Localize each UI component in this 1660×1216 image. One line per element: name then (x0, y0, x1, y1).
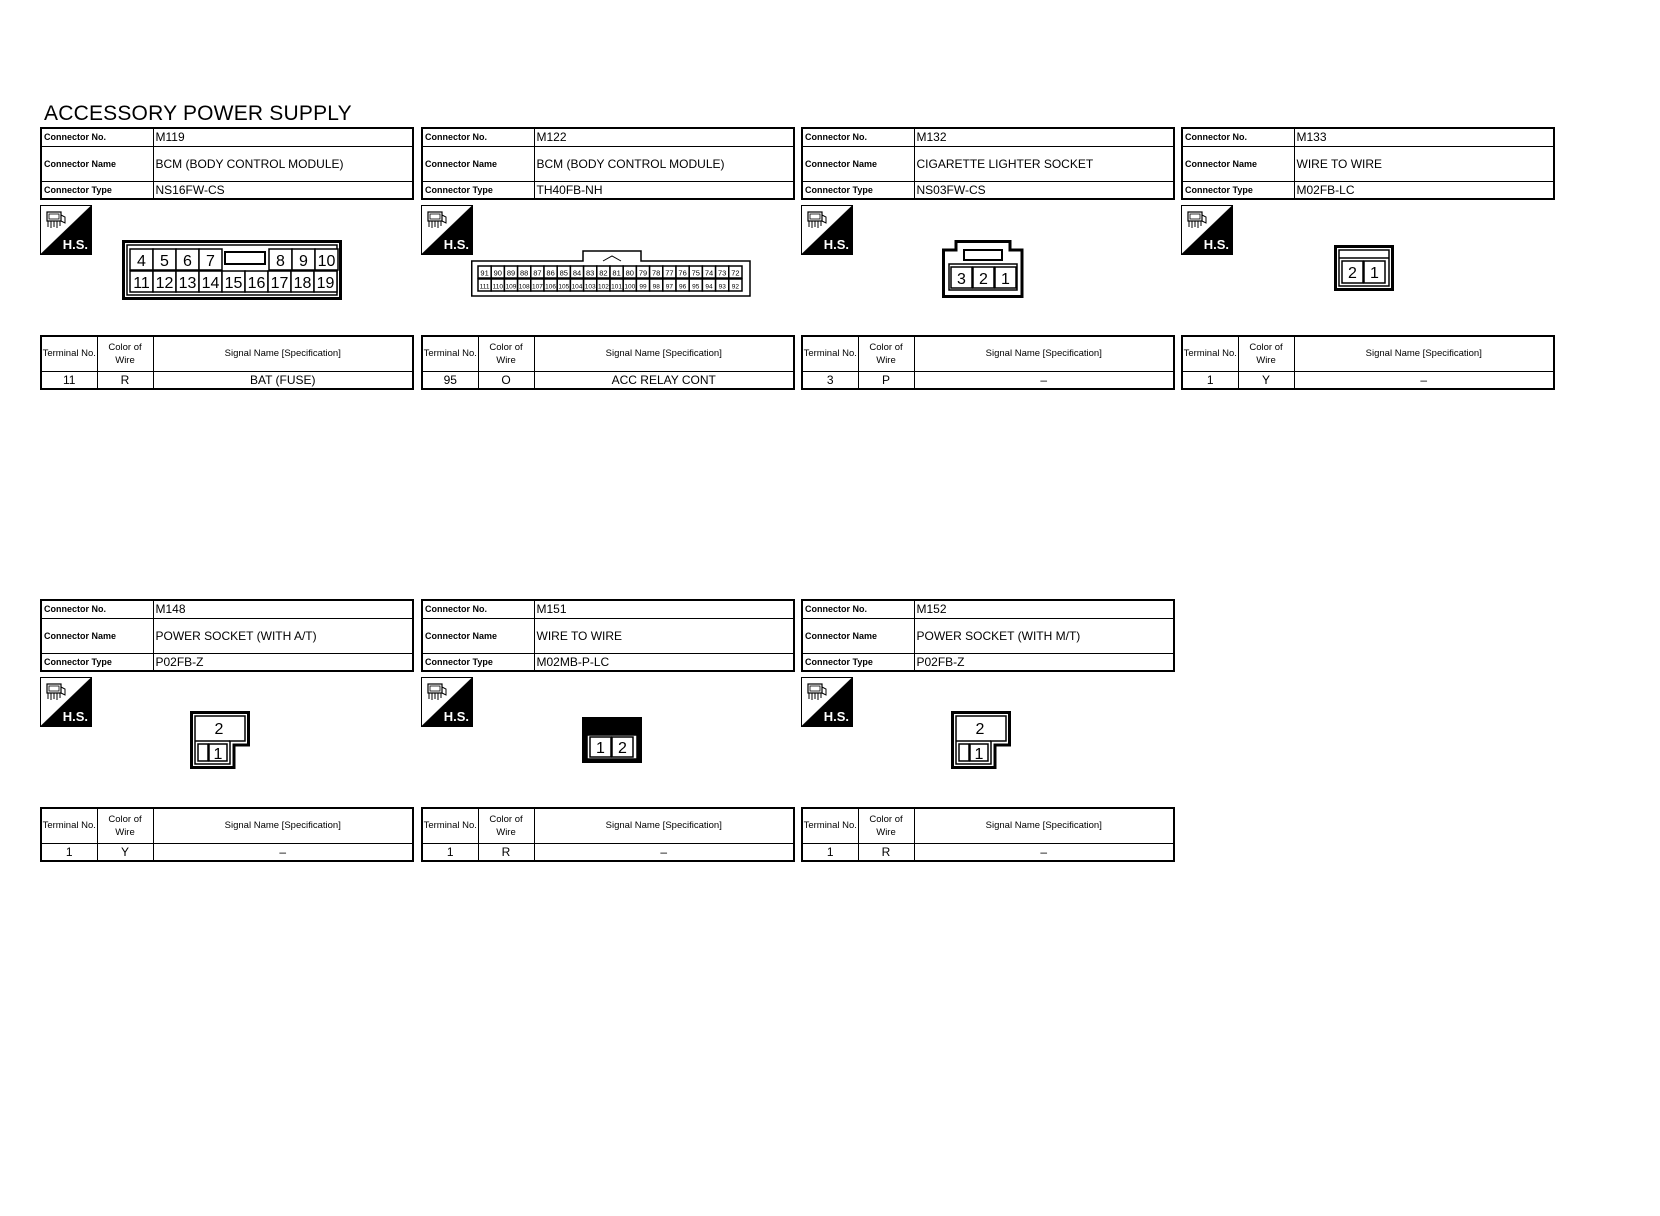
pin-label: 79 (638, 268, 648, 278)
connector-glyph-icon (806, 209, 828, 231)
connector-type-label: Connector Type (1182, 181, 1294, 199)
pin-label: 85 (559, 268, 568, 278)
connector-glyph-icon (426, 681, 448, 703)
pin-label: 6 (183, 253, 192, 270)
connector-block-m132 (801, 127, 1175, 387)
connector-name-value: WIRE TO WIRE (534, 618, 794, 653)
signal-name-cell: – (914, 843, 1174, 861)
terminal-no-cell: 11 (41, 371, 97, 389)
connector-header-table (40, 599, 414, 672)
signal-name-header: Signal Name [Specification] (1294, 336, 1554, 371)
signal-name-cell: – (914, 371, 1174, 389)
connector-block-m148 (40, 599, 414, 859)
connector-no-label: Connector No. (422, 600, 534, 618)
connector-name-value: WIRE TO WIRE (1294, 146, 1554, 181)
pin-label: 1 (213, 746, 223, 763)
connector-block-m152 (801, 599, 1175, 859)
connector-no-label: Connector No. (802, 128, 914, 146)
connector-no-value: M122 (534, 128, 794, 146)
signal-name-cell: – (153, 843, 413, 861)
pin-label: 110 (492, 283, 503, 291)
color-of-wire-header: Color of Wire (478, 336, 534, 371)
signal-name-header: Signal Name [Specification] (534, 808, 794, 843)
connector-name-label: Connector Name (41, 618, 153, 653)
pin-label: 11 (133, 275, 150, 292)
signal-name-cell: – (1294, 371, 1554, 389)
connector-type-label: Connector Type (802, 653, 914, 671)
connector-name-value: CIGARETTE LIGHTER SOCKET (914, 146, 1174, 181)
connector-no-value: M119 (153, 128, 413, 146)
pin-label: 2 (975, 721, 985, 738)
connector-name-value: POWER SOCKET (WITH A/T) (153, 618, 413, 653)
signal-name-header: Signal Name [Specification] (914, 336, 1174, 371)
pin-label: 8 (276, 253, 285, 270)
pin-label: 81 (612, 268, 621, 278)
pin-label: 89 (506, 268, 516, 278)
connector-glyph-icon (45, 681, 67, 703)
connector-type-value: P02FB-Z (914, 653, 1174, 671)
signal-name-header: Signal Name [Specification] (153, 808, 413, 843)
pin-label: 2 (979, 271, 988, 288)
pin-label: 77 (665, 268, 674, 278)
connector-no-value: M151 (534, 600, 794, 618)
connector-name-value: POWER SOCKET (WITH M/T) (914, 618, 1174, 653)
connector-name-label: Connector Name (1182, 146, 1294, 181)
color-of-wire-header: Color of Wire (1238, 336, 1294, 371)
signal-name-cell: ACC RELAY CONT (534, 371, 794, 389)
connector-pinout-svg (190, 711, 250, 769)
connector-type-value: TH40FB-NH (534, 181, 794, 199)
hs-badge-text: H.S. (443, 709, 469, 724)
terminal-no-cell: 1 (422, 843, 478, 861)
pin-label: 2 (618, 740, 627, 757)
harness-side-icon (801, 205, 853, 255)
pin-label: 107 (531, 283, 543, 291)
connector-type-label: Connector Type (41, 181, 153, 199)
connector-no-value: M133 (1294, 128, 1554, 146)
pin-label: 17 (270, 275, 289, 292)
wire-color-cell: Y (97, 843, 153, 861)
color-of-wire-header: Color of Wire (478, 808, 534, 843)
connector-face-diagram (942, 240, 1024, 303)
table-row (41, 843, 413, 861)
signal-name-header: Signal Name [Specification] (534, 336, 794, 371)
pin-label: 106 (545, 283, 557, 291)
hs-badge-text: H.S. (823, 709, 849, 724)
connector-block-m119 (40, 127, 414, 387)
pin-label: 94 (705, 283, 713, 291)
terminal-no-cell: 1 (802, 843, 858, 861)
connector-no-label: Connector No. (802, 600, 914, 618)
connector-pinout-svg (582, 717, 642, 763)
connector-face-diagram (122, 240, 342, 305)
connector-block-m133 (1181, 127, 1555, 387)
pin-label: 5 (160, 253, 169, 270)
pin-label: 88 (520, 268, 529, 278)
connector-header-table (801, 127, 1175, 200)
pin-label: 97 (665, 283, 674, 291)
pin-label: 7 (206, 253, 215, 270)
connector-glyph-icon (1186, 209, 1208, 231)
color-of-wire-header: Color of Wire (858, 336, 914, 371)
wire-color-cell: O (478, 371, 534, 389)
pin-label: 1 (974, 746, 984, 763)
connector-no-label: Connector No. (422, 128, 534, 146)
terminal-no-header: Terminal No. (422, 336, 478, 371)
connector-type-label: Connector Type (802, 181, 914, 199)
connector-header-table (40, 127, 414, 200)
signal-name-header: Signal Name [Specification] (914, 808, 1174, 843)
wire-color-cell: Y (1238, 371, 1294, 389)
pin-label: 109 (505, 283, 517, 291)
hs-badge-text: H.S. (823, 237, 849, 252)
terminal-no-header: Terminal No. (1182, 336, 1238, 371)
pin-label: 86 (546, 268, 555, 278)
pin-label: 1 (596, 740, 605, 757)
connector-name-label: Connector Name (802, 146, 914, 181)
connector-no-value: M148 (153, 600, 413, 618)
connector-name-value: BCM (BODY CONTROL MODULE) (153, 146, 413, 181)
connector-glyph-icon (45, 209, 67, 231)
connector-pinout-svg (122, 240, 342, 300)
connector-type-value: P02FB-Z (153, 653, 413, 671)
pin-label: 82 (599, 268, 608, 278)
connector-name-label: Connector Name (41, 146, 153, 181)
hs-badge-text: H.S. (443, 237, 469, 252)
pin-label: 103 (584, 283, 596, 291)
pin-label: 12 (155, 275, 174, 292)
terminal-table (801, 807, 1175, 862)
signal-name-header: Signal Name [Specification] (153, 336, 413, 371)
pin-label: 13 (178, 275, 197, 292)
pin-label: 18 (293, 275, 312, 292)
pin-label: 75 (691, 268, 700, 278)
harness-side-icon (1181, 205, 1233, 255)
terminal-table (421, 335, 795, 390)
pin-label: 4 (137, 253, 146, 270)
table-row (802, 843, 1174, 861)
pin-label: 19 (316, 275, 335, 292)
pin-label: 102 (597, 283, 609, 291)
terminal-no-cell: 1 (41, 843, 97, 861)
connector-type-label: Connector Type (422, 181, 534, 199)
page-title: ACCESSORY POWER SUPPLY (44, 102, 352, 125)
pin-label: 98 (652, 283, 660, 291)
pin-label: 72 (731, 268, 740, 278)
harness-side-icon (421, 205, 473, 255)
pin-label: 10 (317, 253, 336, 270)
wire-color-cell: R (97, 371, 153, 389)
pin-label: 80 (625, 268, 634, 278)
connector-no-value: M152 (914, 600, 1174, 618)
terminal-no-cell: 1 (1182, 371, 1238, 389)
connector-type-value: NS16FW-CS (153, 181, 413, 199)
hs-badge-text: H.S. (1203, 237, 1229, 252)
terminal-table (1181, 335, 1555, 390)
harness-side-icon (801, 677, 853, 727)
pin-label: 14 (201, 275, 220, 292)
terminal-table (801, 335, 1175, 390)
connector-pinout-svg (471, 247, 751, 297)
connector-block-m122 (421, 127, 795, 387)
table-row (422, 843, 794, 861)
pin-label: 1 (1001, 271, 1010, 288)
pin-label: 76 (678, 268, 687, 278)
color-of-wire-header: Color of Wire (97, 808, 153, 843)
pin-label: 1 (1370, 265, 1379, 282)
connector-type-value: M02MB-P-LC (534, 653, 794, 671)
pin-label: 95 (692, 283, 700, 291)
terminal-no-cell: 3 (802, 371, 858, 389)
terminal-no-cell: 95 (422, 371, 478, 389)
harness-side-icon (40, 205, 92, 255)
terminal-no-header: Terminal No. (802, 336, 858, 371)
pin-label: 84 (572, 268, 582, 278)
connector-name-label: Connector Name (422, 146, 534, 181)
pin-label: 74 (704, 268, 714, 278)
pin-label: 78 (652, 268, 661, 278)
harness-side-icon (421, 677, 473, 727)
connector-no-value: M132 (914, 128, 1174, 146)
connector-name-label: Connector Name (422, 618, 534, 653)
pin-label: 96 (678, 283, 687, 291)
pin-label: 90 (493, 268, 502, 278)
connector-header-table (1181, 127, 1555, 200)
pin-label: 101 (611, 283, 623, 291)
connector-face-diagram (190, 711, 250, 774)
pin-label: 100 (624, 283, 636, 291)
terminal-table (40, 807, 414, 862)
connector-name-value: BCM (BODY CONTROL MODULE) (534, 146, 794, 181)
pin-label: 73 (718, 268, 727, 278)
signal-name-cell: – (534, 843, 794, 861)
terminal-no-header: Terminal No. (41, 808, 97, 843)
connector-type-label: Connector Type (41, 653, 153, 671)
pin-label: 9 (299, 253, 308, 270)
pin-label: 15 (224, 275, 243, 292)
connector-header-table (421, 127, 795, 200)
connector-glyph-icon (426, 209, 448, 231)
connector-block-m151 (421, 599, 795, 859)
color-of-wire-header: Color of Wire (858, 808, 914, 843)
pin-label: 87 (533, 268, 542, 278)
pin-label: 99 (639, 283, 647, 291)
terminal-table (40, 335, 414, 390)
harness-side-icon (40, 677, 92, 727)
pin-label: 92 (731, 283, 740, 291)
pin-label: 93 (718, 283, 726, 291)
connector-pinout-svg (1334, 245, 1394, 291)
pin-label: 105 (558, 283, 570, 291)
terminal-no-header: Terminal No. (422, 808, 478, 843)
connector-no-label: Connector No. (41, 128, 153, 146)
table-row (1182, 371, 1554, 389)
connector-face-diagram (582, 717, 642, 768)
pin-label: 83 (586, 268, 595, 278)
pin-label: 111 (479, 283, 490, 291)
connector-name-label: Connector Name (802, 618, 914, 653)
connector-type-value: M02FB-LC (1294, 181, 1554, 199)
terminal-table (421, 807, 795, 862)
connector-no-label: Connector No. (1182, 128, 1294, 146)
connector-no-label: Connector No. (41, 600, 153, 618)
pin-label: 108 (518, 283, 530, 291)
pin-label: 91 (480, 268, 489, 278)
signal-name-cell: BAT (FUSE) (153, 371, 413, 389)
connector-face-diagram (951, 711, 1011, 774)
hs-badge-text: H.S. (62, 237, 88, 252)
connector-type-label: Connector Type (422, 653, 534, 671)
table-row (802, 371, 1174, 389)
pin-label: 2 (1348, 265, 1357, 282)
connector-pinout-svg (942, 240, 1024, 298)
connector-header-table (801, 599, 1175, 672)
connector-header-table (421, 599, 795, 672)
wire-color-cell: R (858, 843, 914, 861)
connector-face-diagram (471, 247, 751, 302)
color-of-wire-header: Color of Wire (97, 336, 153, 371)
pin-label: 2 (214, 721, 224, 738)
connector-pinout-svg (951, 711, 1011, 769)
table-row (41, 371, 413, 389)
hs-badge-text: H.S. (62, 709, 88, 724)
connector-type-value: NS03FW-CS (914, 181, 1174, 199)
table-row (422, 371, 794, 389)
wire-color-cell: P (858, 371, 914, 389)
connector-face-diagram (1334, 245, 1394, 296)
terminal-no-header: Terminal No. (802, 808, 858, 843)
connector-glyph-icon (806, 681, 828, 703)
wire-color-cell: R (478, 843, 534, 861)
terminal-no-header: Terminal No. (41, 336, 97, 371)
pin-label: 3 (957, 271, 966, 288)
pin-label: 16 (247, 275, 266, 292)
pin-label: 104 (571, 283, 583, 291)
